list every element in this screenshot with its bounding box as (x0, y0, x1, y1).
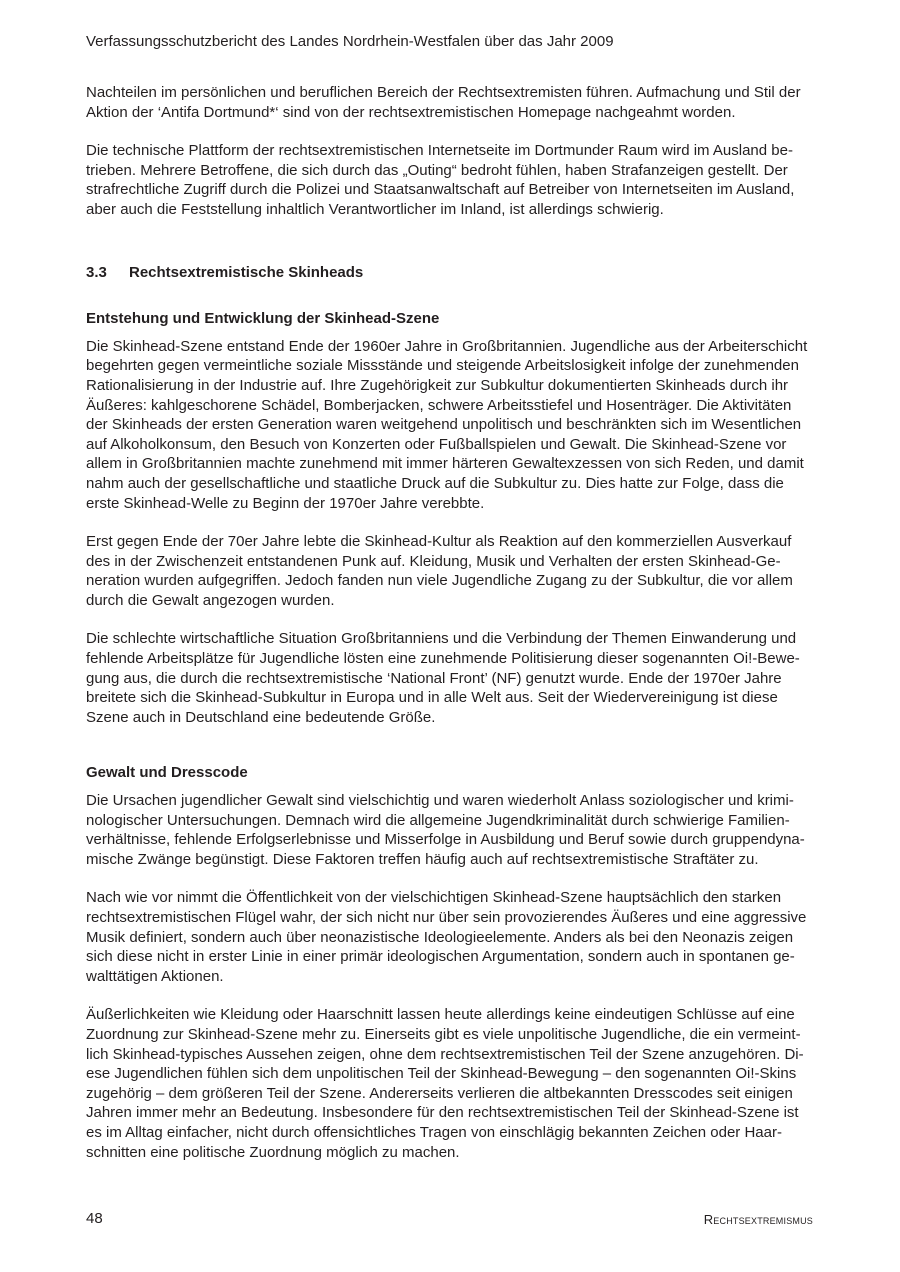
section-number: 3.3 (86, 263, 107, 281)
subsection-heading: Entstehung und Entwicklung der Skinhead-Szene (86, 310, 440, 328)
paragraph: Erst gegen Ende der 70er Jahre lebte die Skinhead-Kultur als Reaktion auf den kommerziellen Ausverkauf des in der Zwischenzeit entstandenen Punk auf. Kleidung, Musik und Verhalten der ersten Skinhead-Generation wurden aufgegriffen. Jedoch fanden nun viele Jugendliche Zugang zu der Subkultur, die vor allem durch die Gewalt angezogen wurden. (86, 533, 793, 609)
paragraph: Äußerlichkeiten wie Kleidung oder Haarschnitt lassen heute allerdings keine eindeutigen Schlüsse auf eine Zuordnung zur Skinhead-Szene mehr zu. Einerseits gibt es viele unpolitische Jugendliche, die ein vermeintlich Skinhead-typisches Aussehen zeigen, ohne dem rechtsextremistischen Teil der Szene anzugehören. Diese Jugendlichen fühlen sich dem unpolitischen Teil der Skinhead-Bewegung – den sogenannten Oi!-Skins zugehörig – dem größeren Teil der Szene. Andererseits verlieren die altbekannten Dresscodes seit einigen Jahren immer mehr an Bedeutung. Insbesondere für den rechtsextremistischen Teil der Skinhead-Szene ist es im Alltag einfacher, nicht durch offensichtliches Tragen von einschlägig bekannten Zeichen oder Haarschnitten eine politische Zuordnung möglich zu machen. (86, 1006, 804, 1161)
paragraph: Die technische Plattform der rechtsextremistischen Internetseite im Dortmunder Raum wird im Ausland betrieben. Mehrere Betroffene, die sich durch das „Outing“ bedroht fühlen, haben Strafanzeigen gestellt. Der strafrechtliche Zugriff durch die Polizei und Staatsanwaltschaft auf Betreiber von Internetseiten im Ausland, aber auch die Feststellung inhaltlich Verantwortlicher im Inland, ist allerdings schwierig. (86, 142, 795, 218)
paragraph: Die schlechte wirtschaftliche Situation Großbritanniens und die Verbindung der Themen Einwanderung und fehlende Arbeitsplätze für Jugendliche lösten eine zunehmende Politisierung dieser sogenannten Oi!-Bewegung aus, die durch die rechtsextremistische ‘National Front’ (NF) genutzt wurde. Ende der 1970er Jahre breitete sich die Skinhead-Subkultur in Europa und in alle Welt aus. Seit der Wiedervereinigung ist diese Szene auch in Deutschland eine bedeutende Größe. (86, 630, 800, 726)
page-body (86, 83, 816, 1181)
running-header: Verfassungsschutzbericht des Landes Nordrhein-Westfalen über das Jahr 2009 (86, 33, 614, 50)
paragraph: Die Skinhead-Szene entstand Ende der 1960er Jahre in Großbritannien. Jugendliche aus der Arbeiterschicht begehrten gegen vermeintliche soziale Missstände und steigende Arbeitslosigkeit infolge der zunehmenden Rationalisierung in der Industrie auf. Ihre Zugehörigkeit zur Subkultur dokumentierten Skinheads durch ihr Äußeres: kahlgeschorene Schädel, Bomberjacken, schwere Arbeitsstiefel und Hosenträger. Die Aktivitäten der Skinheads der ersten Generation waren weitgehend unpolitisch und beschränkten sich im Wesentlichen auf Alkoholkonsum, den Besuch von Konzerten oder Fußballspielen und Gewalt. Die Skinhead-Szene vor allem in Großbritannien machte zunehmend mit immer härteren Gewaltexzessen von sich Reden, und damit nahm auch der gesellschaftliche und staatliche Druck auf die Subkultur zu. Dies hatte zur Folge, dass die erste Skinhead-Welle zu Beginn der 1970er Jahre verebbte. (86, 337, 808, 512)
footer-section-title: Rechtsextremismus (703, 1212, 813, 1227)
page-number: 48 (86, 1210, 103, 1227)
section-heading (86, 263, 816, 283)
section-title: Rechtsextremistische Skinheads (129, 263, 364, 281)
paragraph: Nachteilen im persönlichen und beruflichen Bereich der Rechtsextremisten führen. Aufmachung und Stil der Aktion der ‘Antifa Dortmund*‘ sind von der rechtsextremistischen Homepage nachgeahmt worden. (86, 84, 801, 121)
subsection-heading: Gewalt und Dresscode (86, 764, 248, 782)
paragraph: Nach wie vor nimmt die Öffentlichkeit von der vielschichtigen Skinhead-Szene hauptsächlich den starken rechtsextremistischen Flügel wahr, der sich nicht nur über sein provozierendes Äußeres und eine aggressive Musik definiert, sondern auch über neonazistische Ideologieelemente. Anders als bei den Neonazis zeigen sich diese nicht in erster Linie in einer primär ideologischen Argumentation, sondern auch in spontanen gewalttätigen Aktionen. (86, 889, 807, 985)
paragraph: Die Ursachen jugendlicher Gewalt sind vielschichtig und waren wiederholt Anlass soziologischer und kriminologischer Untersuchungen. Demnach wird die allgemeine Jugendkriminalität durch schwierige Familienverhältnisse, fehlende Erfolgserlebnisse und Misserfolge in Ausbildung und Beruf sowie durch gruppendynamische Zwänge begünstigt. Diese Faktoren treffen häufig auch auf rechtsextremistische Straftäter zu. (86, 792, 805, 868)
